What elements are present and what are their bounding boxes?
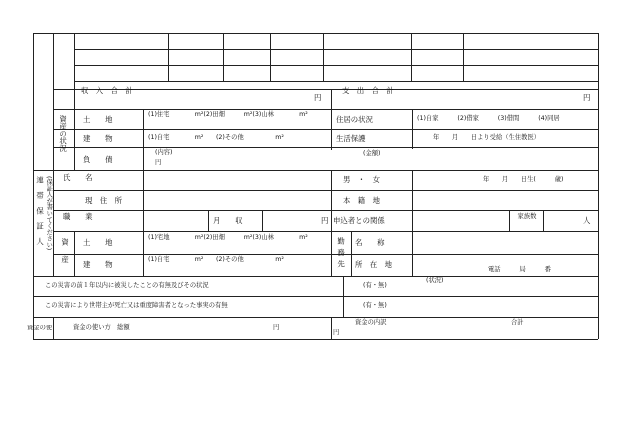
q1-text: この災害の前１年以内に被災したことの有無及びその状況 xyxy=(45,282,209,289)
guarantor-name-label: 氏 名 xyxy=(63,173,93,182)
funds-breakdown: 資金の内訳 xyxy=(355,319,387,326)
rule xyxy=(74,49,598,50)
assets-debt-detail: (内容) xyxy=(155,149,173,156)
rule xyxy=(33,170,598,171)
guarantor-domicile-label: 本 籍 地 xyxy=(343,196,380,205)
rule xyxy=(74,231,75,276)
rule xyxy=(208,210,209,231)
funds-total: 合計 xyxy=(511,319,524,326)
q2-text: この災害により世帯主が死亡又は重度障害者となった事実の有無 xyxy=(45,302,228,309)
rule xyxy=(33,33,34,339)
guarantor-income-label: 月 収 xyxy=(213,216,243,225)
funds-usage: 資金の使い方 総額 xyxy=(73,324,130,331)
guarantor-workplace-label: 勤務先 xyxy=(336,237,346,272)
rule xyxy=(53,33,54,276)
residence-options: (1)自家 (2)借家 (3)借間 (4)同居 xyxy=(417,115,560,122)
income-total-label: 収 入 合 計 xyxy=(81,86,133,95)
assets-section-label: 資産の状況 xyxy=(58,115,68,152)
guarantor-address-label: 現 住 所 xyxy=(85,196,122,205)
expense-total-unit: 円 xyxy=(583,93,591,102)
q2-answer: (有・無) xyxy=(363,302,387,309)
rule xyxy=(270,33,271,81)
guarantor-workplace-address: 所 在 地 xyxy=(355,260,392,269)
guarantor-job-label: 職 業 xyxy=(63,212,93,221)
income-total-unit: 円 xyxy=(314,93,322,102)
rule xyxy=(463,33,464,81)
rule xyxy=(53,147,598,148)
guarantor-note: (保証人が書いてください) xyxy=(45,176,53,251)
rule xyxy=(33,317,598,318)
rule xyxy=(33,276,598,277)
funds-usage-unit: 円 xyxy=(273,324,280,331)
rule xyxy=(74,65,598,66)
residence-label: 住居の状況 xyxy=(336,115,373,124)
rule xyxy=(74,33,75,89)
rule xyxy=(223,33,224,81)
rule xyxy=(331,317,332,339)
rule xyxy=(343,276,344,317)
rule xyxy=(53,129,598,130)
rule xyxy=(53,89,598,90)
rule xyxy=(33,339,598,340)
rule xyxy=(33,33,598,34)
guarantor-relation-label: 申込者との関係 xyxy=(333,216,385,225)
rule xyxy=(411,33,412,81)
rule xyxy=(412,231,413,276)
rule xyxy=(143,109,144,170)
rule xyxy=(331,170,332,231)
guarantor-assets-label: 資産 xyxy=(60,238,70,273)
rule xyxy=(74,89,75,170)
rule xyxy=(412,170,413,231)
assets-debt-unit: 円 xyxy=(155,159,162,166)
funds-side-label: 資金の使 xyxy=(27,325,53,331)
guarantor-building-options: (1)自宅 m² (2)その他 m² xyxy=(148,256,284,263)
assets-building-label: 建 物 xyxy=(83,134,113,143)
rule xyxy=(343,254,598,255)
guarantor-birth: 年 月 日生( 歳) xyxy=(483,176,564,183)
assets-debt-amount: (金額) xyxy=(363,150,381,157)
assets-debt-label: 負 債 xyxy=(83,155,113,164)
rule xyxy=(143,231,144,276)
guarantor-building-label: 建 物 xyxy=(83,260,113,269)
rule xyxy=(168,33,169,81)
rule xyxy=(331,231,332,276)
rule xyxy=(53,317,54,339)
rule xyxy=(543,210,544,231)
rule xyxy=(53,231,598,232)
application-form-table xyxy=(27,33,598,339)
guarantor-land-label: 土 地 xyxy=(83,238,113,247)
guarantor-gender: 男 ・ 女 xyxy=(343,175,380,184)
rule xyxy=(598,33,599,339)
guarantor-family-unit: 人 xyxy=(583,216,591,225)
guarantor-phone: 電話 局 番 xyxy=(488,266,551,273)
expense-total-label: 支 出 合 計 xyxy=(342,86,394,95)
assets-building-options: (1)自宅 m² (2)その他 m² xyxy=(148,134,284,141)
guarantor-land-options: (1)宅地 m²(2)田畑 m²(3)山林 m² xyxy=(148,234,308,241)
assets-land-options: (1)住宅 m²(2)田畑 m²(3)山林 m² xyxy=(148,111,308,118)
rule xyxy=(53,109,598,110)
rule xyxy=(74,81,598,82)
rule xyxy=(53,190,598,191)
rule xyxy=(351,231,352,276)
q1-answer: (有・無) xyxy=(363,282,387,289)
q1-status: (状況) xyxy=(426,277,444,284)
rule xyxy=(412,109,413,149)
guarantor-family-label: 家族数 xyxy=(517,213,537,220)
rule xyxy=(53,210,598,211)
guarantor-section-label: 連帯保証人 xyxy=(35,176,45,253)
rule xyxy=(331,89,332,150)
funds-breakdown-unit: 円 xyxy=(333,329,340,336)
rule xyxy=(509,210,510,231)
guarantor-income-unit: 円 xyxy=(321,216,329,225)
assets-land-label: 土 地 xyxy=(83,115,113,124)
rule xyxy=(323,33,324,81)
welfare-label: 生活保護 xyxy=(336,134,366,143)
rule xyxy=(143,170,144,231)
rule xyxy=(33,296,598,297)
guarantor-workplace-name: 名 称 xyxy=(355,238,385,247)
rule xyxy=(53,254,343,255)
rule xyxy=(262,210,263,231)
welfare-value: 年 月 日より受給（生住教医） xyxy=(433,134,541,141)
